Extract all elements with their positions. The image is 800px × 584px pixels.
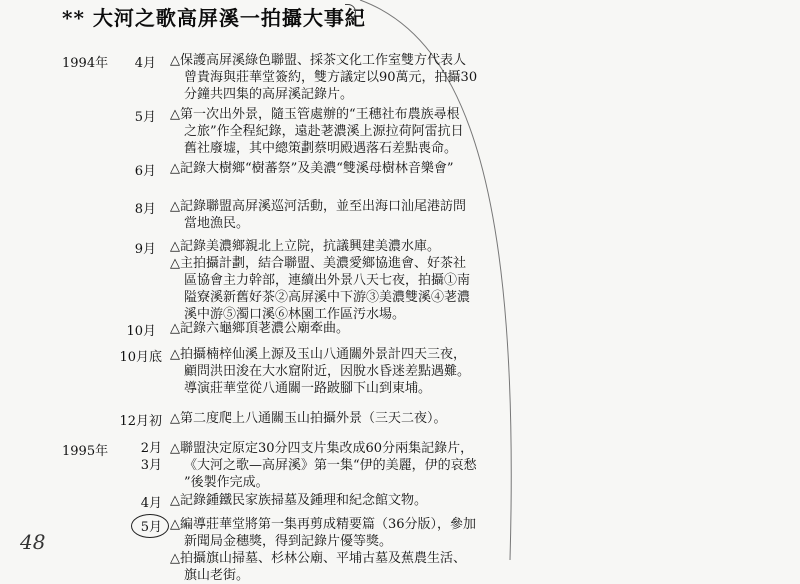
entry-month: 12月初 <box>119 414 162 429</box>
entry-text <box>170 238 470 323</box>
entry-line: 舊社廢墟，其中總策劃蔡明殿遇落石差點喪命。 <box>184 141 458 156</box>
year-1994: 1994年 <box>62 56 109 71</box>
entry-month: 5月 <box>140 520 162 535</box>
entry-line: 導演莊華堂從八通關一路跛腳下山到東埔。 <box>184 381 432 396</box>
entry-line: △第二度爬上八通關玉山拍攝外景（三天二夜）。 <box>170 411 447 426</box>
year-1995: 1995年 <box>62 444 109 459</box>
entry-month: 10月 <box>126 324 156 339</box>
entry-text <box>170 410 447 427</box>
entry-line: 區協會主力幹部，連續出外景八天七夜，拍攝①南 <box>184 273 471 288</box>
entry-text <box>170 52 477 103</box>
entry-month: 10月底 <box>119 350 162 365</box>
entry-line: △記錄美濃鄉親北上立院，抗議興建美濃水庫。 <box>170 239 440 254</box>
entry-text <box>170 106 464 157</box>
entry-line: 顧問洪田浚在大水窟附近，因脫水昏迷差點遇難。 <box>184 364 471 379</box>
entry-text <box>170 346 470 397</box>
entry-text <box>170 320 349 337</box>
entry-month: 4月 <box>140 496 162 511</box>
entry-line: 新聞局金穗獎，得到記錄片優等獎。 <box>184 534 393 549</box>
document-title: ** 大河之歌高屏溪一拍攝大事紀 <box>62 6 366 30</box>
entry-line: 《大河之歌—高屏溪》第一集“伊的美麗，伊的哀愁 <box>184 458 477 473</box>
entry-line: △保護高屏溪綠色聯盟、採茶文化工作室雙方代表人 <box>170 53 466 68</box>
entry-month: 6月 <box>134 164 156 179</box>
entry-line: △拍攝楠梓仙溪上源及玉山八通關外景計四天三夜， <box>170 347 466 362</box>
entry-line: 之旅”作全程紀錄，遠赴荖濃溪上源拉荷阿雷抗日 <box>184 124 464 139</box>
entry-text <box>170 492 427 509</box>
entry-month: 4月 <box>134 56 156 71</box>
entry-line: 溪中游⑤濁口溪⑥林園工作區汚水場。 <box>184 307 406 322</box>
handwritten-page-number: 48 <box>20 530 46 554</box>
entry-line: △記錄鍾鐵民家族掃墓及鍾理和紀念館文物。 <box>170 493 427 508</box>
entry-line: △記錄聯盟高屏溪巡河活動，並至出海口汕尾港訪問 <box>170 199 466 214</box>
entry-line: △聯盟決定原定30分四支片集改成60分兩集記錄片， <box>170 441 474 456</box>
entry-text <box>170 160 454 177</box>
entry-text <box>170 198 466 232</box>
entry-month: 8月 <box>134 202 156 217</box>
entry-line: 曾貴海與莊華堂簽約，雙方議定以90萬元，拍攝30 <box>184 70 478 85</box>
entry-month: 5月 <box>134 110 156 125</box>
entry-line: 當地漁民。 <box>184 216 250 231</box>
entry-month: 2月 3月 <box>140 441 162 473</box>
entry-line: △記錄大樹鄉“樹蕃祭”及美濃“雙溪母樹林音樂會” <box>170 161 454 176</box>
entry-text <box>170 516 476 584</box>
entry-month: 9月 <box>134 242 156 257</box>
entry-line: 分鐘共四集的高屏溪記錄片。 <box>184 87 354 102</box>
entry-line: △第一次出外景，隨玉管處辦的“王穗社布農族尋根 <box>170 107 460 122</box>
entry-line: △拍攝旗山掃墓、杉林公廟、平埔古墓及蕉農生活、 <box>170 551 466 566</box>
entry-line: 隘寮溪新舊好茶②高屏溪中下游③美濃雙溪④荖濃 <box>184 290 471 305</box>
entry-line: △主拍攝計劃，結合聯盟、美濃愛鄉協進會、好茶社 <box>170 256 466 271</box>
entry-text <box>170 440 477 491</box>
entry-line: 旗山老街。 <box>184 568 250 583</box>
entry-line: ”後製作完成。 <box>184 475 269 490</box>
entry-line: △編導莊華堂將第一集再剪成精要篇（36分版），參加 <box>170 517 477 532</box>
entry-line: △記錄六龜鄉頂荖濃公廟牽曲。 <box>170 321 349 336</box>
